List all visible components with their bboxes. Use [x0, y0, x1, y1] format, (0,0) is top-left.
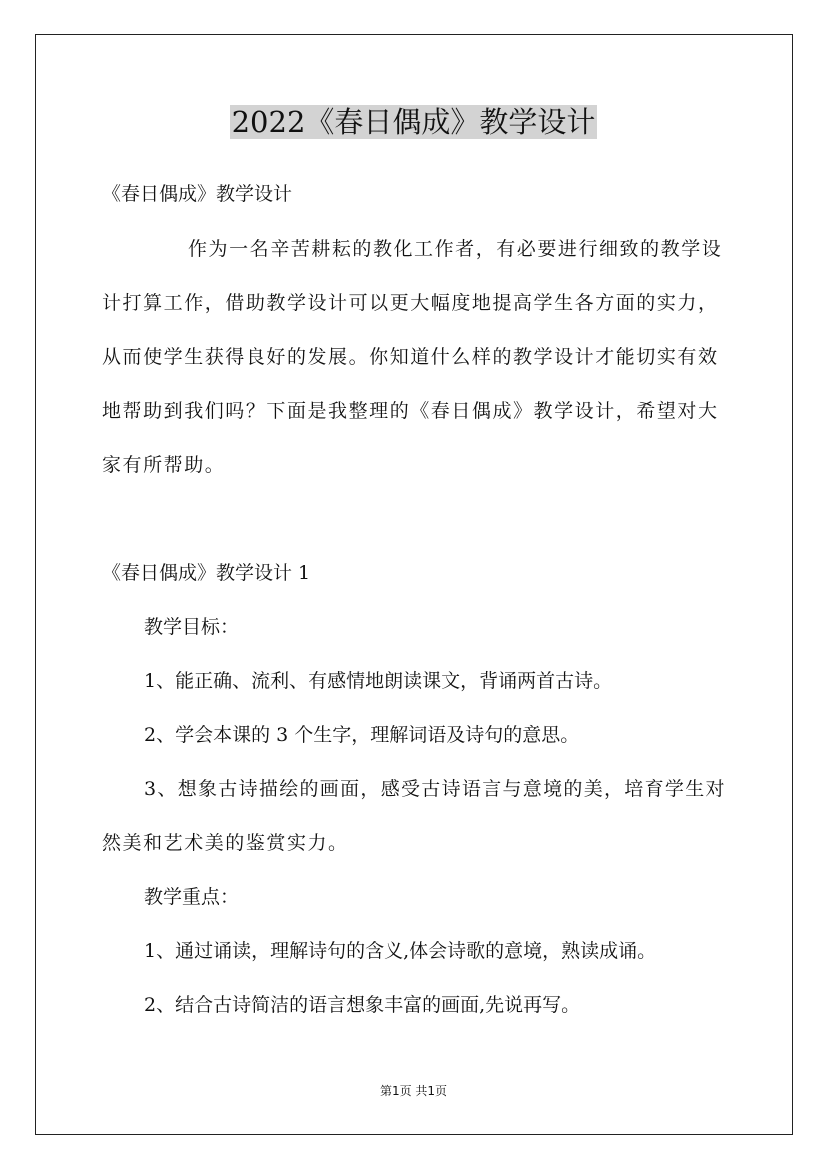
goal-3-line-2: 然美和艺术美的鉴赏实力。 — [102, 832, 349, 854]
section1-heading: 《春日偶成》教学设计 1 — [102, 562, 311, 584]
page-footer — [0, 1082, 827, 1100]
intro-line-4: 地帮助到我们吗？下面是我整理的《春日偶成》教学设计，希望对大 — [102, 400, 719, 422]
focus-1: 1、通过诵读，理解诗句的含义,体会诗歌的意境，熟读成诵。 — [144, 940, 657, 962]
focus-2: 2、结合古诗简洁的语言想象丰富的画面,先说再写。 — [144, 994, 581, 1016]
goal-3-line-1: 3、想象古诗描绘的画面，感受古诗语言与意境的美，培育学生对 — [144, 778, 726, 800]
document-title-text: 2022《春日偶成》教学设计 — [231, 105, 596, 139]
focus-label: 教学重点： — [144, 886, 240, 908]
goal-2: 2、学会本课的 3 个生字，理解词语及诗句的意思。 — [144, 724, 580, 746]
intro-line-5: 家有所帮助。 — [102, 454, 226, 476]
document-title — [0, 100, 827, 144]
intro-line-2: 计打算工作，借助教学设计可以更大幅度地提高学生各方面的实力， — [102, 292, 719, 314]
goal-1: 1、能正确、流利、有感情地朗读课文，背诵两首古诗。 — [144, 670, 613, 692]
page-number: 第1页 共1页 — [379, 1084, 448, 1098]
intro-line-1: 作为一名辛苦耕耘的教化工作者，有必要进行细致的教学设 — [188, 238, 723, 260]
intro-line-3: 从而使学生获得良好的发展。你知道什么样的教学设计才能切实有效 — [102, 346, 719, 368]
goals-label: 教学目标： — [144, 616, 240, 638]
intro-subheading: 《春日偶成》教学设计 — [102, 183, 293, 205]
